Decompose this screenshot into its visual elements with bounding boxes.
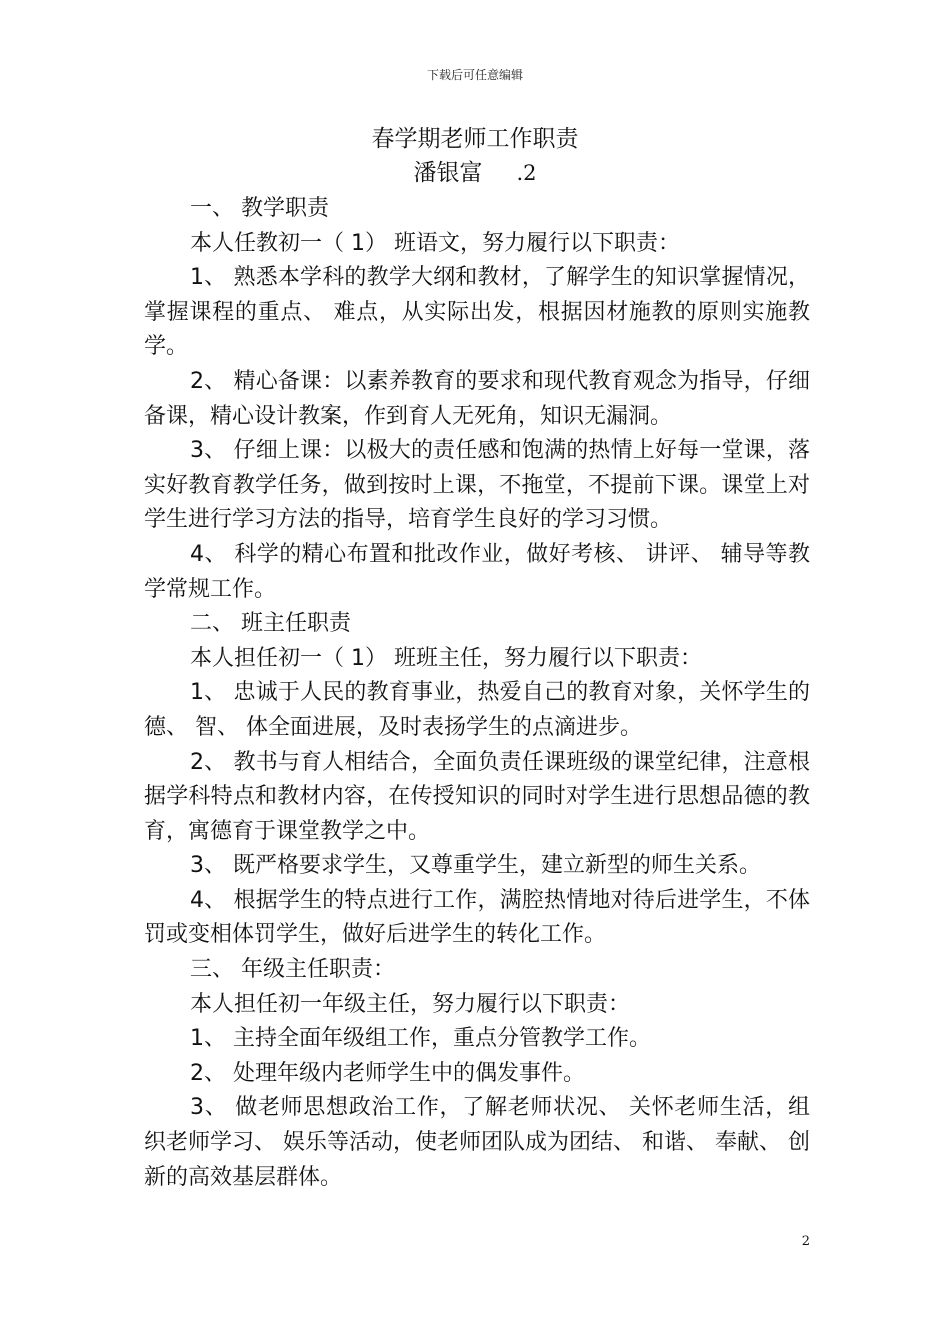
paragraph: 1、 主持全面年级组工作，重点分管教学工作。 [190, 1026, 651, 1052]
paragraph: 3、 既严格要求学生，又尊重学生，建立新型的师生关系。 [190, 853, 761, 879]
paragraph: 3、 仔细上课：以极大的责任感和饱满的热情上好每一堂课，落实好教育教学任务，做到按时上课，不拖堂，不提前下课。课堂上对学生进行学习方法的指导，培育学生良好的学习习惯。 [144, 438, 810, 533]
paragraph: 4、 根据学生的特点进行工作，满腔热情地对待后进学生，不体罚或变相体罚学生，做好后进学生的转化工作。 [144, 887, 810, 948]
paragraph: 本人担任初一年级主任，努力履行以下职责： [190, 991, 631, 1017]
section-heading-class-teacher: 二、 班主任职责 [190, 611, 351, 637]
paragraph: 本人担任初一（ 1） 班班主任，努力履行以下职责： [190, 645, 702, 671]
header-note: 下载后可任意编辑 [426, 68, 523, 82]
paragraph: 2、 处理年级内老师学生中的偶发事件。 [190, 1060, 585, 1086]
document-body [144, 192, 810, 1195]
author-name: 潘银富 [413, 160, 483, 186]
paragraph: 3、 做老师思想政治工作，了解老师状况、 关怀老师生活，组织老师学习、 娱乐等活动，使老师团队成为团结、 和谐、 奉献、 创新的高效基层群体。 [144, 1095, 810, 1190]
paragraph: 1、 忠诚于人民的教育事业，热爱自己的教育对象，关怀学生的德、 智、 体全面进展，及时表扬学生的点滴进步。 [144, 680, 810, 740]
byline [0, 158, 950, 188]
paragraph: 2、 教书与育人相结合，全面负责任课班级的课堂纪律，注意根据学科特点和教材内容，在传授知识的同时对学生进行思想品德的教育，寓德育于课堂教学之中。 [144, 749, 810, 844]
document-title: 春学期老师工作职责 [371, 126, 579, 152]
paragraph: 2、 精心备课：以素养教育的要求和现代教育观念为指导，仔细备课，精心设计教案，作到育人无死角，知识无漏洞。 [144, 368, 810, 429]
byline-number: .2 [516, 161, 537, 185]
page-number: 2 [801, 1234, 810, 1249]
section-heading-grade-director: 三、 年级主任职责： [190, 957, 395, 983]
paragraph: 1、 熟悉本学科的教学大纲和教材，了解学生的知识掌握情况，掌握课程的重点、 难点，从实际出发，根据因材施教的原则实施教学。 [144, 265, 810, 360]
paragraph: 本人任教初一（ 1） 班语文，努力履行以下职责： [190, 230, 680, 256]
paragraph: 4、 科学的精心布置和批改作业，做好考核、 讲评、 辅导等教学常规工作。 [144, 541, 810, 602]
section-heading-teaching: 一、 教学职责 [190, 196, 329, 221]
